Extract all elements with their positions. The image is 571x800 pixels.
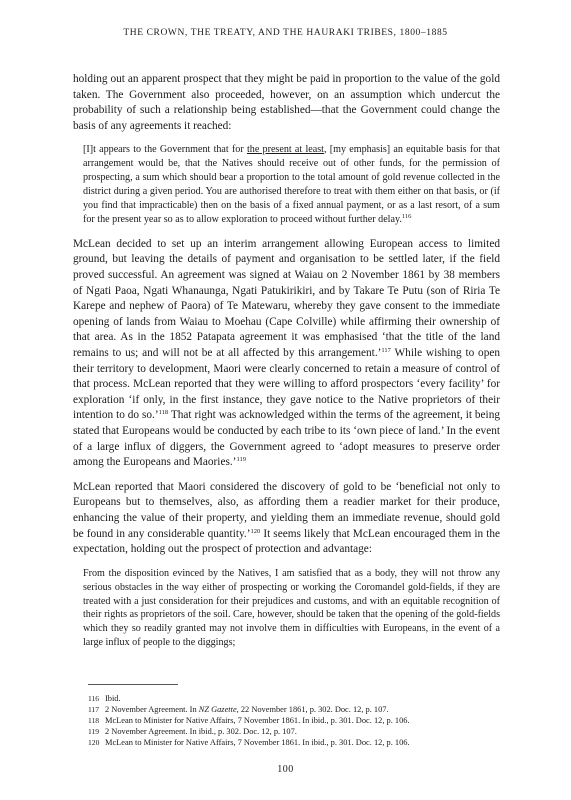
footnote-number: 120 (88, 738, 100, 747)
footnote-ref-119[interactable]: 119 (236, 456, 246, 464)
footnote-item (88, 726, 508, 737)
paragraph-3-part-a: McLean reported that Maori considered the discovery of gold to be ‘beneficial not only to Europeans but to themselves, also, as affording them a readier market for their produce, enhancing the value of their property, and yielding them an immediate revenue, should gold be found in any considerable quantity.’ (73, 480, 500, 540)
block-quote-1 (83, 143, 500, 226)
footnote-text: McLean to Minister for Native Affairs, 7 November 1861. In ibid., p. 301. Doc. 12, p. 106. (105, 716, 410, 725)
footnote-number: 119 (88, 727, 100, 736)
footnote-item (88, 704, 508, 715)
footnote-ref-118[interactable]: 118 (158, 409, 169, 417)
footnote-number: 116 (88, 694, 100, 703)
footnote-text: McLean to Minister for Native Affairs, 7 November 1861. In ibid., p. 301. Doc. 12, p. 106. (105, 738, 410, 747)
block-quote-2: From the disposition evinced by the Natives, I am satisfied that as a body, they will not throw any serious obstacles in the way either of prospecting or working the Coromandel gold-fields, if they are treated with a just consideration for their prejudices and customs, and with an equitable recognition of their rights as proprietors of the soil. Care, however, should be taken that the opening of the gold-fields which they so readily granted may not involve them in difficulties with Europeans, in the event of a large influx of people to the diggings; (83, 567, 500, 649)
quote-1-emphasis: the present at least (246, 144, 324, 156)
running-head: THE CROWN, THE TREATY, AND THE HAURAKI TRIBES, 1800–1885 (123, 28, 448, 38)
paragraph-2-part-c: That right was acknowledged within the terms of the agreement, it being stated that Europeans would be conducted by each tribe to its ‘own piece of land.’ In the event of a large influx of diggers, the Government agreed to ‘adopt measures to preserve order among the Europeans and Maories.’ (73, 409, 500, 469)
footnote-text: Ibid. (105, 694, 121, 703)
publication-title: NZ Gazette (198, 705, 237, 714)
paragraph-3 (73, 480, 500, 558)
footnotes (88, 693, 508, 748)
page-number: 100 (277, 764, 294, 775)
footnote-item (88, 715, 508, 726)
quote-1-part-b: , [my emphasis] an equitable basis for that arrangement would be, that the Natives should receive out of other funds, for the permission of prospecting, a sum which should bear a proportion to the total amount of gold revenue collected in the district during a given period. You are authorised therefore to treat with them either on that basis, or (if you find that impracticable) then on the basis of a fixed annual payment, or as a last resort, of a sum for the present year so as to allow exploration to proceed without further delay. (83, 144, 500, 225)
footnote-ref-117[interactable]: 117 (381, 346, 391, 354)
footnote-item (88, 693, 508, 704)
paragraph-2-part-a: McLean decided to set up an interim arrangement allowing European access to limited ground, but leaving the details of payment and organisation to be settled later, if the field proved successful. An agreement was signed at Waiau on 2 November 1861 by 38 members of Ngati Paoa, Ngati Whanaunga, Ngati Patukirikiri, and by Takare Te Putu (son of Riria Te Karepe and nephew of Paora) of Te Matewaru, whereby they gave consent to the immediate opening of lands from Waiau to Moehau (Cape Colville) while affirming their ownership of that area. As in the 1852 Patapata agreement it was emphasised ‘that the title of the land remains to us; and will not be at all affected by this arrangement.’ (73, 237, 500, 359)
footnote-text: 2 November Agreement. In ibid., p. 302. Doc. 12, p. 107. (105, 727, 297, 736)
quote-1-part-a: [I]t appears to the Government that for (83, 144, 247, 156)
paragraph-3-part-b: It seems likely that McLean encouraged them in the expectation, holding out the prospect of protection and advantage: (73, 527, 501, 556)
footnote-item (88, 737, 508, 748)
footnote-ref-116[interactable]: 116 (401, 212, 412, 220)
footnote-text: 2 November Agreement. In NZ Gazette, 22 November 1861, p. 302. Doc. 12, p. 107. (105, 705, 389, 714)
paragraph-2-part-b: While wishing to open their territory to development, Maori were clearly concerned to retain a measure of control of that process. McLean reported that they were willing to afford prospectors ‘every facility’ for exploration ‘if only, in the first instance, they gave notice to the Native proprietors of their intention to do so.’ (73, 346, 501, 422)
main-text (73, 72, 500, 660)
paragraph-2 (73, 237, 500, 471)
footnote-number: 118 (88, 716, 100, 725)
footnote-number: 117 (88, 705, 100, 714)
paragraph-1: holding out an apparent prospect that they might be paid in proportion to the value of the gold taken. The Government also proceeded, however, on an assumption which undercut the probability of such a relationship being established—that the Government could change the basis of any agreements it reached: (73, 73, 500, 132)
footnote-rule (88, 684, 178, 689)
footnote-ref-120[interactable]: 120 (250, 527, 261, 535)
